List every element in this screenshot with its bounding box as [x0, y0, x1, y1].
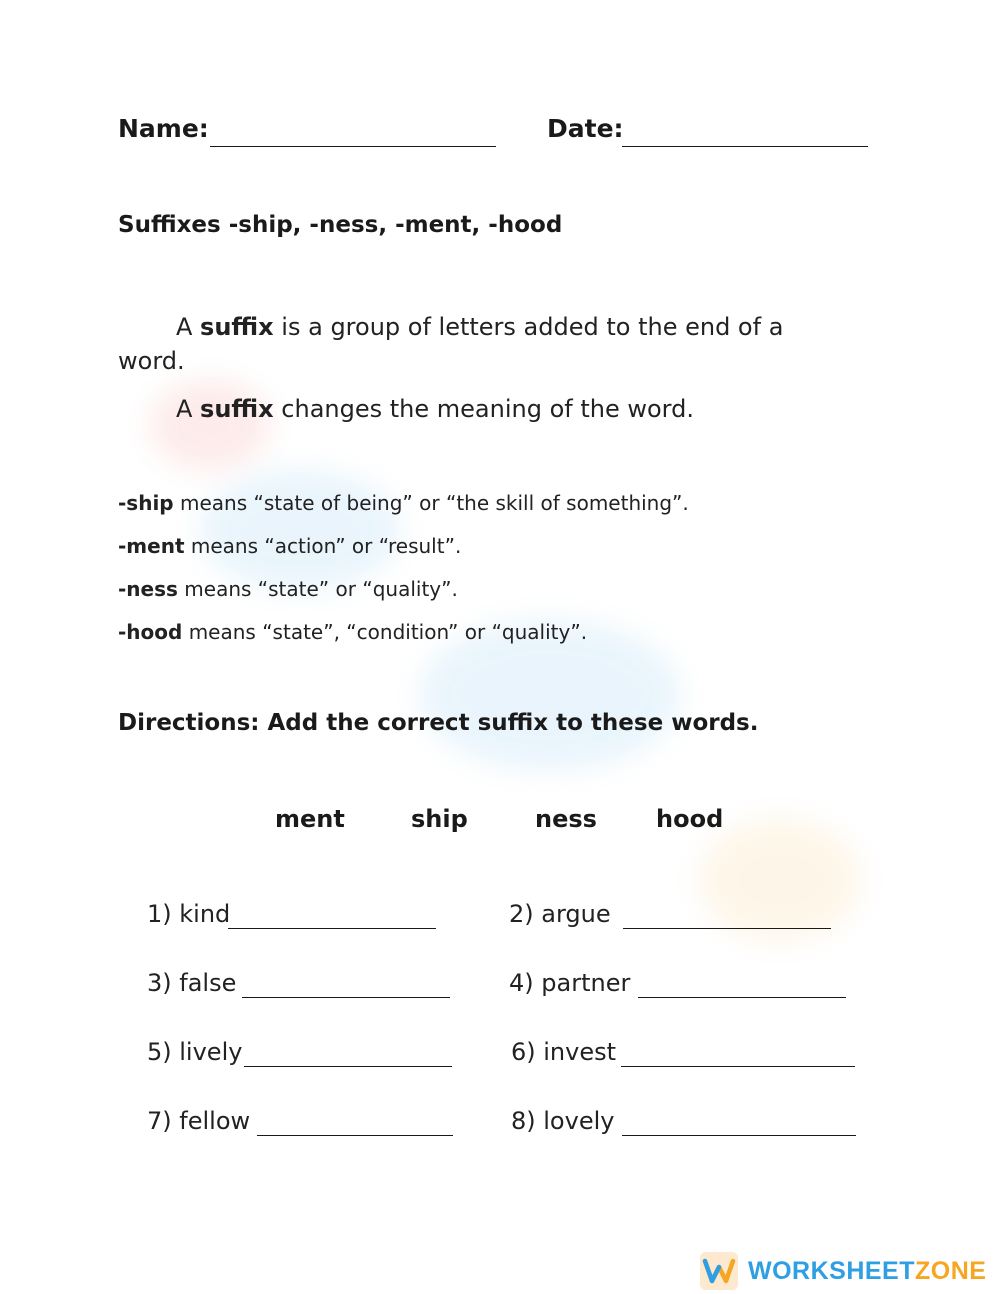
logo-text: WORKSHEETZONE — [748, 1256, 987, 1285]
suffix-term: suffix — [200, 313, 274, 341]
suffix-term: suffix — [200, 395, 274, 423]
watermark — [700, 820, 860, 940]
exercise-label: 5) lively — [147, 1038, 243, 1066]
definition-hood: -hood means “state”, “condition” or “quality”. — [118, 620, 588, 644]
definition-ness: -ness means “state” or “quality”. — [118, 577, 458, 601]
date-field[interactable] — [622, 146, 868, 147]
word-bank-item: hood — [656, 805, 724, 833]
exercise-label: 4) partner — [509, 969, 631, 997]
intro-line-1-wrap: word. — [118, 347, 185, 375]
name-field[interactable] — [210, 146, 496, 147]
word-bank-item: ment — [275, 805, 345, 833]
definition-ment: -ment means “action” or “result”. — [118, 534, 462, 558]
watermark — [150, 380, 270, 470]
answer-blank[interactable] — [621, 1066, 855, 1067]
exercise-label: 3) false — [147, 969, 237, 997]
worksheetzone-logo[interactable] — [700, 1252, 986, 1290]
directions: Directions: Add the correct suffix to these words. — [118, 710, 759, 736]
intro-line-1: A suffix is a group of letters added to the end of a — [176, 313, 784, 341]
word-bank-item: ship — [411, 805, 468, 833]
exercise-label: 6) invest — [511, 1038, 617, 1066]
answer-blank[interactable] — [242, 997, 450, 998]
exercise-label: 2) argue — [509, 900, 611, 928]
logo-w-icon — [700, 1252, 738, 1290]
watermark — [200, 470, 400, 590]
worksheet-title: Suffixes -ship, -ness, -ment, -hood — [118, 212, 563, 238]
answer-blank[interactable] — [228, 928, 436, 929]
date-label: Date: — [547, 114, 624, 143]
answer-blank[interactable] — [244, 1066, 452, 1067]
exercise-label: 1) kind — [147, 900, 231, 928]
exercise-label: 8) lovely — [511, 1107, 615, 1135]
answer-blank[interactable] — [622, 1135, 856, 1136]
word-bank-item: ness — [535, 805, 597, 833]
intro-line-2: A suffix changes the meaning of the word. — [176, 395, 694, 423]
exercise-label: 7) fellow — [147, 1107, 251, 1135]
name-label: Name: — [118, 114, 209, 143]
answer-blank[interactable] — [623, 928, 831, 929]
answer-blank[interactable] — [257, 1135, 453, 1136]
definition-ship: -ship means “state of being” or “the skill of something”. — [118, 491, 689, 515]
answer-blank[interactable] — [638, 997, 846, 998]
